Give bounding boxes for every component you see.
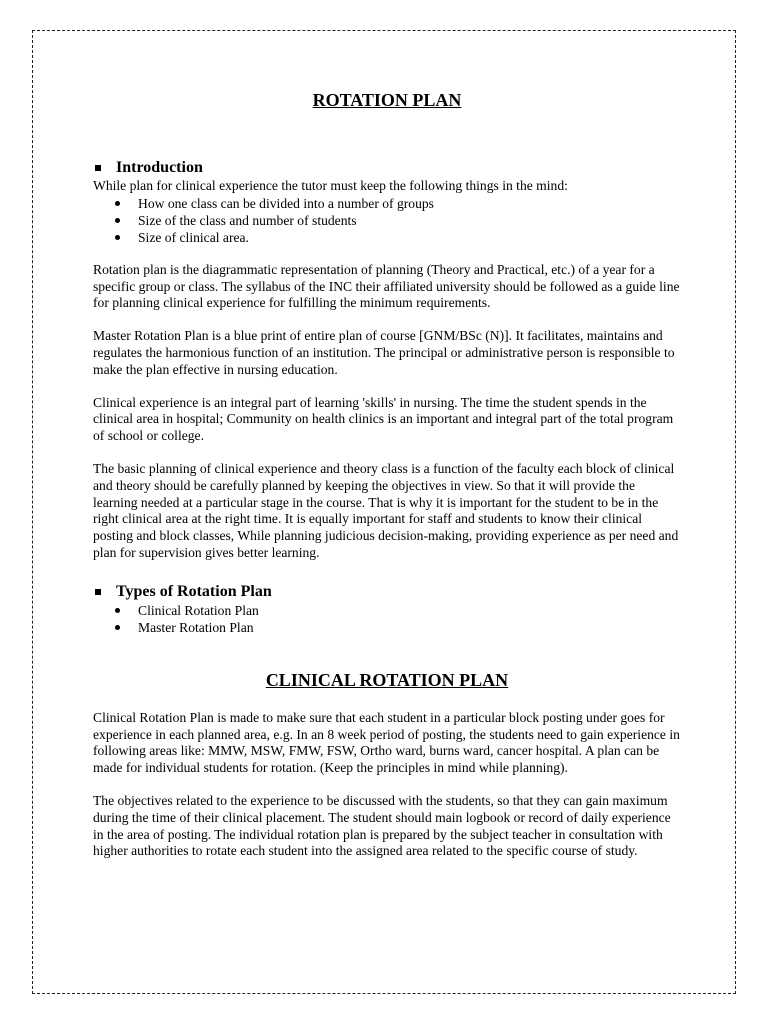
list-item-text: Clinical Rotation Plan: [138, 602, 259, 618]
bullet-icon: [115, 218, 120, 223]
list-item-text: Size of clinical area.: [138, 229, 249, 245]
spacer: [93, 445, 681, 461]
section-title: CLINICAL ROTATION PLAN: [265, 669, 509, 690]
spacer: [93, 777, 681, 793]
list-item-text: Master Rotation Plan: [138, 619, 254, 635]
list-item: [115, 195, 681, 212]
list-item-text: Size of the class and number of students: [138, 212, 357, 228]
spacer: [93, 562, 681, 582]
square-bullet-icon: [95, 589, 101, 595]
spacer: [93, 112, 681, 158]
paragraph: Clinical Rotation Plan is made to make sure that each student in a particular block posting under goes for experience in each planned area, e.g. In an 8 week period of posting, the students need to gain experience in following areas like: MMW, MSW, FMW, FSW, Ortho ward, burns ward, cancer hospital. A plan can be made for individual students for rotation. (Keep the principles in mind while planning).: [93, 709, 680, 776]
list-item: [115, 229, 681, 246]
spacer: [93, 692, 681, 710]
types-bullet-list: [93, 602, 681, 636]
bullet-icon: [115, 608, 120, 613]
document-title: ROTATION PLAN: [312, 90, 462, 110]
bullet-icon: [115, 625, 120, 630]
paragraph: Master Rotation Plan is a blue print of entire plan of course [GNM/BSc (N)]. It facilitates, maintains and regulates the harmonious function of an institution. The principal or administrative person is responsible to make the plan effective in nursing education.: [93, 328, 675, 377]
spacer: [93, 636, 681, 668]
list-item: [115, 619, 681, 636]
paragraph: The objectives related to the experience to be discussed with the students, so that they can gain maximum during the time of their clinical placement. The student should main logbook or record of daily experience in the area of posting. The individual rotation plan is prepared by the subject teacher in consultation with higher authorities to rotate each student into the assigned area related to the specific course of study.: [93, 792, 671, 859]
intro-lead: While plan for clinical experience the tutor must keep the following things in the mind:: [93, 178, 568, 193]
paragraph: Clinical experience is an integral part of learning 'skills' in nursing. The time the student spends in the clinical area in hospital; Community on health clinics is an important and integral part of the total program of school or college.: [93, 394, 674, 444]
types-heading: [93, 582, 681, 602]
intro-heading-text: Introduction: [116, 159, 203, 176]
list-item: [115, 602, 681, 619]
paragraph: Rotation plan is the diagrammatic representation of planning (Theory and Practical, etc.) of a year for a specific group or class. The syllabus of the INC their affiliated university should be followed as a guide line for planning clinical experience for fulfilling the minimum requirements.: [93, 261, 680, 311]
spacer: [93, 246, 681, 262]
list-item-text: How one class can be divided into a number of groups: [138, 195, 434, 211]
document-body: [93, 88, 681, 860]
paragraph: The basic planning of clinical experience and theory class is a function of the faculty each block of clinical and theory should be carefully planned by keeping the objectives in view. So that it will provide the learning needed at a particular stage in the course. That is why it is important for the student to be in the right clinical area at the right time. It is equally important for staff and students to know their clinical posting and block classes, While planning judicious decision-making, providing experience as per need and plan for supervision gives better learning.: [93, 460, 679, 560]
intro-bullet-list: [93, 195, 681, 246]
list-item: [115, 212, 681, 229]
intro-heading: [93, 158, 681, 178]
square-bullet-icon: [95, 165, 101, 171]
spacer: [93, 312, 681, 328]
bullet-icon: [115, 235, 120, 240]
types-heading-text: Types of Rotation Plan: [116, 582, 272, 600]
spacer: [93, 379, 681, 395]
bullet-icon: [115, 201, 120, 206]
